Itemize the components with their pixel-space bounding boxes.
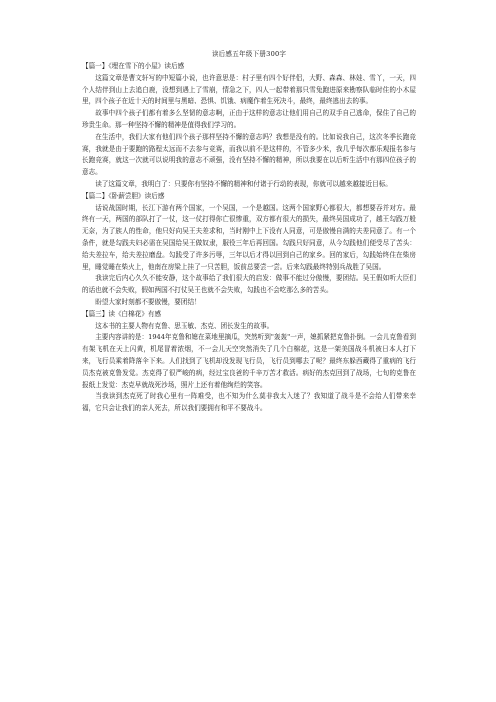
- section-heading: 【篇二】《卧薪尝胆》读后感: [82, 191, 165, 200]
- section-heading: 【篇三】读《白棉花》有感: [82, 309, 162, 318]
- section-2: [82, 191, 416, 309]
- document-title: 读后感五年级下册300字: [211, 50, 287, 58]
- paragraph: 故事中四个孩子们都有着多么坚韧的意志啊，正由于这样的意志让他们用自己的双手自己逃命，保住了自己的珍贵生命。那一种坚持不懈的精神是值得我们学习的。: [82, 109, 416, 129]
- section-1: [82, 61, 416, 191]
- section-3: [82, 309, 416, 415]
- paragraph: 在生活中，我们大家有他们四个孩子那样坚持不懈的意志吗？我想是没有的。比如说我自己，这次冬季长跑竞赛，我就是由于要跑的路程太远而不去参与竞赛，而我以前不是这样的，不管多少米，我几乎每次都乐观报名参与长跑竞赛，就这一次就可以说明我的意志不顽强，没有坚持不懈的精神，所以我要在以后听生活中有那四位孩子的意志。: [82, 132, 416, 177]
- paragraph: 读了这篇文章，我明白了：只要你有坚持不懈的精神和付诸于行动的表现，你就可以越来越接近目标。: [95, 179, 392, 188]
- paragraph: 当我读到杰克死了时我心里有一阵难受，也不知为什么莫非我太入迷了？我知道了战斗是不会给人们带来幸福，它只会让我们的亲人死去，所以我们要拥有和平不要战斗。: [82, 392, 416, 413]
- paragraph: 盼望大家时刻都不要傲慢，要团结！: [95, 297, 201, 306]
- paragraph: 主要内容讲的是：1944年克鲁和媳在菜地里摘瓜，突然听到"轰轰"一声，媳抓紧把克鲁扑倒。一会儿克鲁看到有架飞机在天上闪黄，机尾冒着浓烟，不一会儿天空突然消失了几个白棉花，这是一架美国战斗机被日本人打下来，飞行员乘着降落伞下来。人们找到了飞机却没发现飞行员，飞行员到哪去了呢？最终东躲西藏得了重病的飞行员杰克被克鲁发觉。杰克得了很严峻的病，经过宝良爸的千辛万苦才救活。病好的杰克回到了战场，七旬的克鲁在报纸上发觉：杰克早就战死沙场，照片上还有着他绚烂的笑容。: [82, 333, 416, 389]
- paragraph: 话说战国时期，长江下游有两个国家，一个吴国，一个是越国。这两个国家野心都很大，都想要吞并对方。最终有一天，两国的部队打了一仗，这一仗打得你亡很惨重，双方都有很大的损失，最终吴国成功了，越王勾践万般无奈，为了族人的性命，他只好向吴王夫差求和，当时刚中上下没有人同意，可是傲慢自满的夫差同意了。有一个条件，就是勾践夫妇必需在吴国给吴王做奴隶，服役三年后再回国。勾践只好同意，从今勾践他们便受尽了苦头：给夫差拉车，给夫差拉磨盘。勾践受了许多污辱，三年以后才得以回到自己的家乡。回的家后，勾践始终住在柴房里，睡觉睡在柴火上，他南在房梁上挂了一只苦胆，饭前总要尝一尝。后来勾践最终特别兵战胜了吴国。: [82, 203, 416, 271]
- paragraph: 这本书的主要人物有克鲁、思玉敏、杰克、团长发生的故事。: [95, 321, 274, 330]
- section-heading: 【篇一】《埋在雪下的小屋》读后感: [82, 62, 185, 70]
- paragraph: 我读完后内心久久不能安静，这个故事给了我们很大的启发：做事不能过分傲慢，要团结。吴王假如听大臣们的话也就不会失败，假如两国不打仗吴王也就不会失败，勾践也不会吃那么多的苦头。: [82, 274, 416, 295]
- paragraph: 这篇文章是曹文轩写的中短篇小说，也许意思是：村子里有四个好伴侣，大野、森森、林娃、雪丫，一天，四个人结伴到山上去追白鹿，没想到遇上了雪崩，情急之下，四人一起带着那只雪兔跑进原来勘察队临时住的小木屋里，四个孩子在近十天的时间里与黑暗、恐惧、饥饿、病魔作着生死决斗，最终，最终逃出去的事。: [82, 73, 416, 106]
